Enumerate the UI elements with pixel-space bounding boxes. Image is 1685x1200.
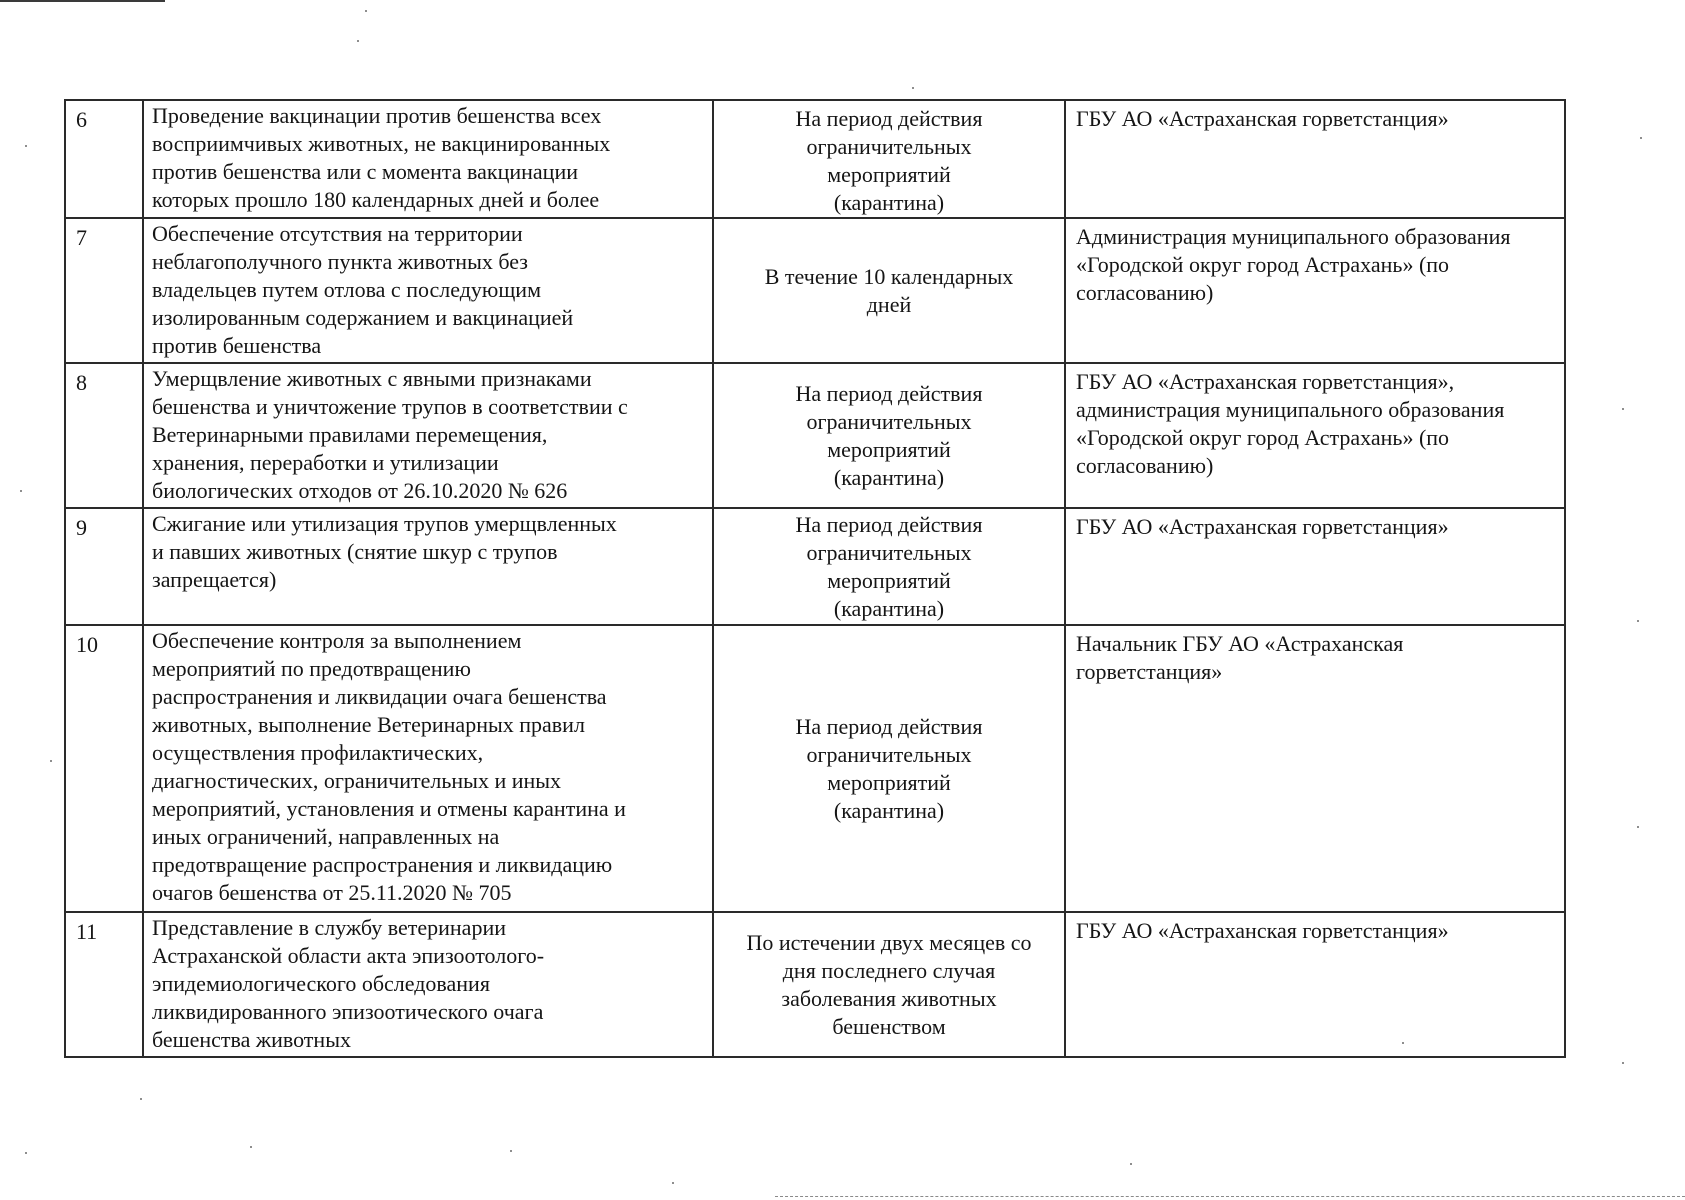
term-cell: В течение 10 календарных дней <box>713 218 1065 363</box>
table-row <box>65 912 1565 1057</box>
action-cell: Умерщвление животных с явными признаками бешенства и уничтожение трупов в соответствии с Ветеринарными правилами перемещения, хранения, переработки и утилизации биологических отходов от 26.10.2020 № 626 <box>143 363 713 508</box>
scan-speck <box>1622 408 1624 410</box>
scan-speck <box>25 145 27 147</box>
table-row <box>65 508 1565 625</box>
action-cell: Сжигание или утилизация трупов умерщвленных и павших животных (снятие шкур с трупов запрещается) <box>143 508 713 625</box>
action-cell: Обеспечение отсутствия на территории неблагополучного пункта животных без владельцев путем отлова с последующим изолированным содержанием и вакцинацией против бешенства <box>143 218 713 363</box>
scan-speck <box>20 490 22 492</box>
scan-speck <box>25 1152 27 1154</box>
action-cell: Проведение вакцинации против бешенства всех восприимчивых животных, не вакцинированных против бешенства или с момента вакцинации которых прошло 180 календарных дней и более <box>143 100 713 218</box>
scan-speck <box>365 10 367 12</box>
scan-speck <box>1130 1163 1132 1165</box>
term-cell: На период действия ограничительных мероприятий (карантина) <box>713 508 1065 625</box>
scan-speck <box>1637 620 1639 622</box>
row-number: 7 <box>65 218 143 363</box>
table-row <box>65 100 1565 218</box>
scan-speck <box>357 40 359 42</box>
responsible-cell: Администрация муниципального образования «Городской округ город Астрахань» (по согласованию) <box>1065 218 1565 363</box>
row-number: 8 <box>65 363 143 508</box>
scan-speck <box>912 87 914 89</box>
action-cell: Представление в службу ветеринарии Астраханской области акта эпизоотолого- эпидемиологического обследования ликвидированного эпизоотического очага бешенства животных <box>143 912 713 1057</box>
term-cell: На период действия ограничительных мероприятий (карантина) <box>713 100 1065 218</box>
term-cell: По истечении двух месяцев со дня последнего случая заболевания животных бешенством <box>713 912 1065 1057</box>
row-number: 11 <box>65 912 143 1057</box>
scan-speck <box>250 1146 252 1148</box>
measures-table <box>64 99 1566 1058</box>
responsible-cell: ГБУ АО «Астраханская горветстанция» <box>1065 508 1565 625</box>
scan-speck <box>1622 1062 1624 1064</box>
scan-speck <box>140 1098 142 1100</box>
responsible-cell: Начальник ГБУ АО «Астраханская горветстанция» <box>1065 625 1565 912</box>
table-row <box>65 625 1565 912</box>
row-number: 10 <box>65 625 143 912</box>
row-number: 9 <box>65 508 143 625</box>
term-cell: На период действия ограничительных мероприятий (карантина) <box>713 625 1065 912</box>
row-number: 6 <box>65 100 143 218</box>
scan-edge-mark-bottom <box>775 1196 1685 1198</box>
action-cell: Обеспечение контроля за выполнением мероприятий по предотвращению распространения и ликвидации очага бешенства животных, выполнение Ветеринарных правил осуществления профилактических, диагностических, ограничительных и иных мероприятий, установления и отмены карантина и иных ограничений, направленных на предотвращение распространения и ликвидацию очагов бешенства от 25.11.2020 № 705 <box>143 625 713 912</box>
responsible-cell: ГБУ АО «Астраханская горветстанция», администрация муниципального образования «Городской округ город Астрахань» (по согласованию) <box>1065 363 1565 508</box>
table-row <box>65 218 1565 363</box>
scan-speck <box>50 760 52 762</box>
scan-speck <box>1637 826 1639 828</box>
scan-edge-mark-top <box>0 0 165 2</box>
responsible-cell: ГБУ АО «Астраханская горветстанция» <box>1065 912 1565 1057</box>
scan-speck <box>672 1182 674 1184</box>
term-cell: На период действия ограничительных мероприятий (карантина) <box>713 363 1065 508</box>
responsible-cell: ГБУ АО «Астраханская горветстанция» <box>1065 100 1565 218</box>
table-row <box>65 363 1565 508</box>
scan-speck <box>510 1150 512 1152</box>
scan-speck <box>1640 137 1642 139</box>
